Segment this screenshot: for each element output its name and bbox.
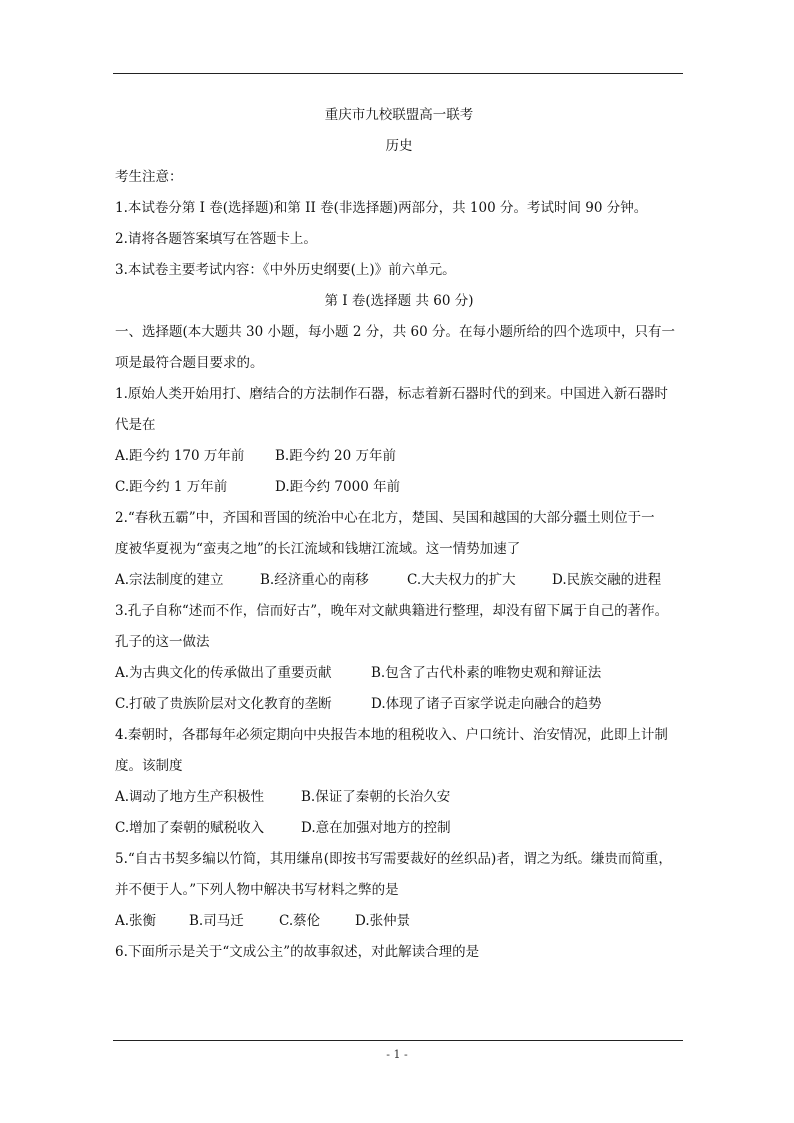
question-stem: 度。该制度 [115, 758, 183, 774]
question-2 [115, 503, 683, 596]
option-row [115, 813, 683, 844]
option-a: A.宗法制度的建立 [115, 572, 224, 588]
question-stem: 代是在 [115, 417, 156, 433]
notice-heading: 考生注意： [115, 169, 183, 185]
option-row [115, 782, 683, 813]
option-row [115, 472, 683, 503]
option-d: D.距今约 7000 年前 [275, 479, 401, 495]
option-d: D.民族交融的进程 [552, 572, 662, 588]
question-stem: 度被华夏视为“蛮夷之地”的长江流域和钱塘江流域。这一情势加速了 [115, 541, 521, 557]
option-b: B.距今约 20 万年前 [275, 448, 396, 464]
question-stem: 3.孔子自称“述而不作，信而好古”，晚年对文献典籍进行整理，却没有留下属于自己的著作。 [115, 603, 669, 619]
option-d: D.意在加强对地方的控制 [301, 820, 451, 836]
option-a: A.为古典文化的传承做出了重要贡献 [115, 665, 332, 681]
question-stem: 6.下面所示是关于“文成公主”的故事叙述，对此解读合理的是 [115, 944, 480, 960]
option-c: C.增加了秦朝的赋税收入 [115, 820, 265, 836]
option-c: C.大夫权力的扩大 [407, 572, 516, 588]
footer-rule [113, 1040, 683, 1041]
question-stem: 1.原始人类开始用打、磨结合的方法制作石器，标志着新石器时代的到来。中国进入新石器时 [115, 386, 668, 402]
notice-item: 3.本试卷主要考试内容：《中外历史纲要(上)》前六单元。 [115, 262, 456, 278]
notice-item: 1.本试卷分第 I 卷(选择题)和第 II 卷(非选择题)两部分，共 100 分。考试时间 90 分钟。 [115, 200, 648, 216]
section-instruction: 项是最符合题目要求的。 [115, 355, 264, 371]
option-d: D.张仲景 [355, 913, 411, 929]
question-stem: 孔子的这一做法 [115, 634, 210, 650]
question-3 [115, 596, 683, 720]
option-a: A.调动了地方生产积极性 [115, 789, 265, 805]
option-row [115, 565, 683, 596]
option-row [115, 689, 683, 720]
option-b: B.包含了古代朴素的唯物史观和辩证法 [371, 665, 602, 681]
section-instruction: 一、选择题(本大题共 30 小题，每小题 2 分，共 60 分。在每小题所给的四个选项中，只有一 [115, 324, 675, 340]
exam-page [115, 100, 683, 968]
section-title: 第 I 卷(选择题 共 60 分) [324, 293, 474, 309]
option-c: C.距今约 1 万年前 [115, 479, 228, 495]
exam-title: 重庆市九校联盟高一联考 [324, 107, 474, 123]
question-6 [115, 937, 683, 968]
option-a: A.距今约 170 万年前 [115, 448, 245, 464]
option-row [115, 658, 683, 689]
option-c: C.打破了贵族阶层对文化教育的垄断 [115, 696, 332, 712]
question-1 [115, 379, 683, 503]
option-row [115, 906, 683, 937]
option-c: C.蔡伦 [279, 913, 321, 929]
page-number: - 1 - [386, 1048, 408, 1061]
question-stem: 4.秦朝时，各郡每年必须定期向中央报告本地的租税收入、户口统计、治安情况，此即上计制 [115, 727, 668, 743]
header-rule [113, 73, 683, 74]
question-5 [115, 844, 683, 937]
option-b: B.保证了秦朝的长治久安 [301, 789, 451, 805]
option-d: D.体现了诸子百家学说走向融合的趋势 [371, 696, 602, 712]
option-b: B.司马迁 [189, 913, 244, 929]
question-4 [115, 720, 683, 844]
option-row [115, 441, 683, 472]
notice-item: 2.请将各题答案填写在答题卡上。 [115, 231, 317, 247]
option-a: A.张衡 [115, 913, 157, 929]
option-b: B.经济重心的南移 [260, 572, 369, 588]
question-stem: 5.“自古书契多编以竹简，其用缣帛(即按书写需要裁好的丝织品)者，谓之为纸。缣贵而简重， [115, 851, 672, 867]
question-stem: 2.“春秋五霸”中，齐国和晋国的统治中心在北方，楚国、吴国和越国的大部分疆土则位于一 [115, 510, 655, 526]
question-stem: 并不便于人。”下列人物中解决书写材料之弊的是 [115, 882, 399, 898]
exam-subject: 历史 [385, 138, 413, 154]
